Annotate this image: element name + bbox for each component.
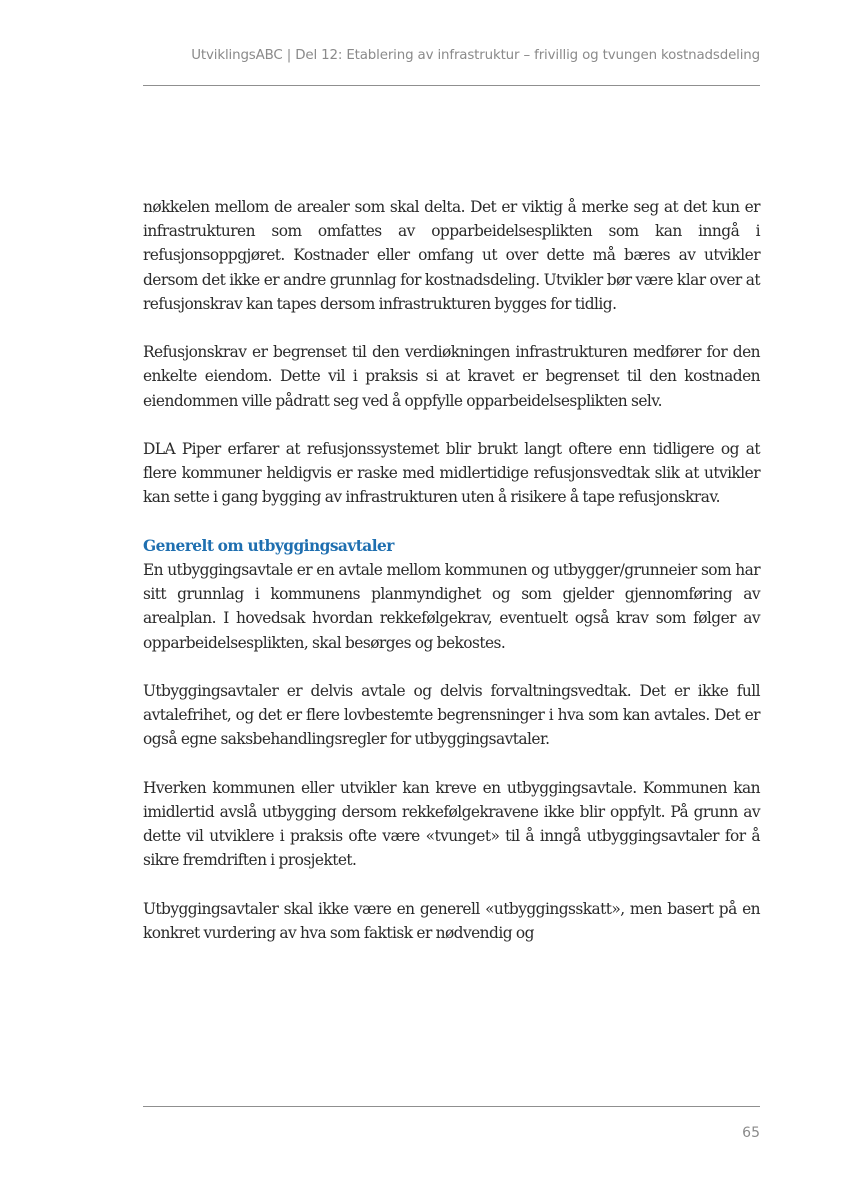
section-heading: Generelt om utbyggingsavtaler xyxy=(143,536,394,555)
body-paragraph: nøkkelen mellom de arealer som skal delta. Det er viktig å merke seg at det kun er infrastrukturen som omfattes av opparbeidelsesplikten som kan inngå i refusjonsoppgjøret. Kostnader eller omfang ut over dette må bæres av utvikler dersom det ikke er andre grunnlag for kostnadsdeling. Utvikler bør være klar over at refusjonskrav kan tapes dersom infrastrukturen bygges for tidlig. xyxy=(143,198,760,313)
header-divider xyxy=(143,85,760,86)
body-paragraph: En utbyggingsavtale er en avtale mellom kommunen og utbygger/grunneier som har sitt grunnlag i kommunens planmyndighet og som gjelder gjennomføring av arealplan. I hovedsak hvordan rekkefølgekrav, eventuelt også krav som følger av opparbeidelsesplikten, skal besørges og bekostes. xyxy=(143,561,760,652)
body-paragraph: Refusjonskrav er begrenset til den verdiøkningen infrastrukturen medfører for den enkelte eiendom. Dette vil i praksis si at kravet er begrenset til den kostnaden eiendommen ville pådratt seg ved å oppfylle opparbeidelsesplikten selv. xyxy=(143,343,760,410)
body-paragraph: Hverken kommunen eller utvikler kan kreve en utbyggingsavtale. Kommunen kan imidlertid avslå utbygging dersom rekkefølgekravene ikke blir oppfylt. På grunn av dette vil utviklere i praksis ofte være «tvunget» til å inngå utbyggingsavtaler for å sikre fremdriften i prosjektet. xyxy=(143,778,760,870)
body-paragraph: Utbyggingsavtaler skal ikke være en generell «utbyggingsskatt», men basert på en konkret vurdering av hva som faktisk er nødvendig og xyxy=(143,899,760,942)
running-header: UtviklingsABC | Del 12: Etablering av infrastruktur – frivillig og tvungen kostnadsdeling xyxy=(191,48,760,63)
body-paragraph: Utbyggingsavtaler er delvis avtale og delvis forvaltningsvedtak. Det er ikke full avtalefrihet, og det er flere lovbestemte begrensninger i hva som kan avtales. Det er også egne saksbehandlingsregler for utbyggingsavtaler. xyxy=(143,682,760,749)
page-number: 65 xyxy=(742,1125,760,1141)
page-body xyxy=(143,195,760,969)
footer-divider xyxy=(143,1106,760,1107)
body-paragraph: DLA Piper erfarer at refusjonssystemet blir brukt langt oftere enn tidligere og at flere kommuner heldigvis er raske med midlertidige refusjonsvedtak slik at utvikler kan sette i gang bygging av infrastrukturen uten å risikere å tape refusjonskrav. xyxy=(143,440,760,507)
